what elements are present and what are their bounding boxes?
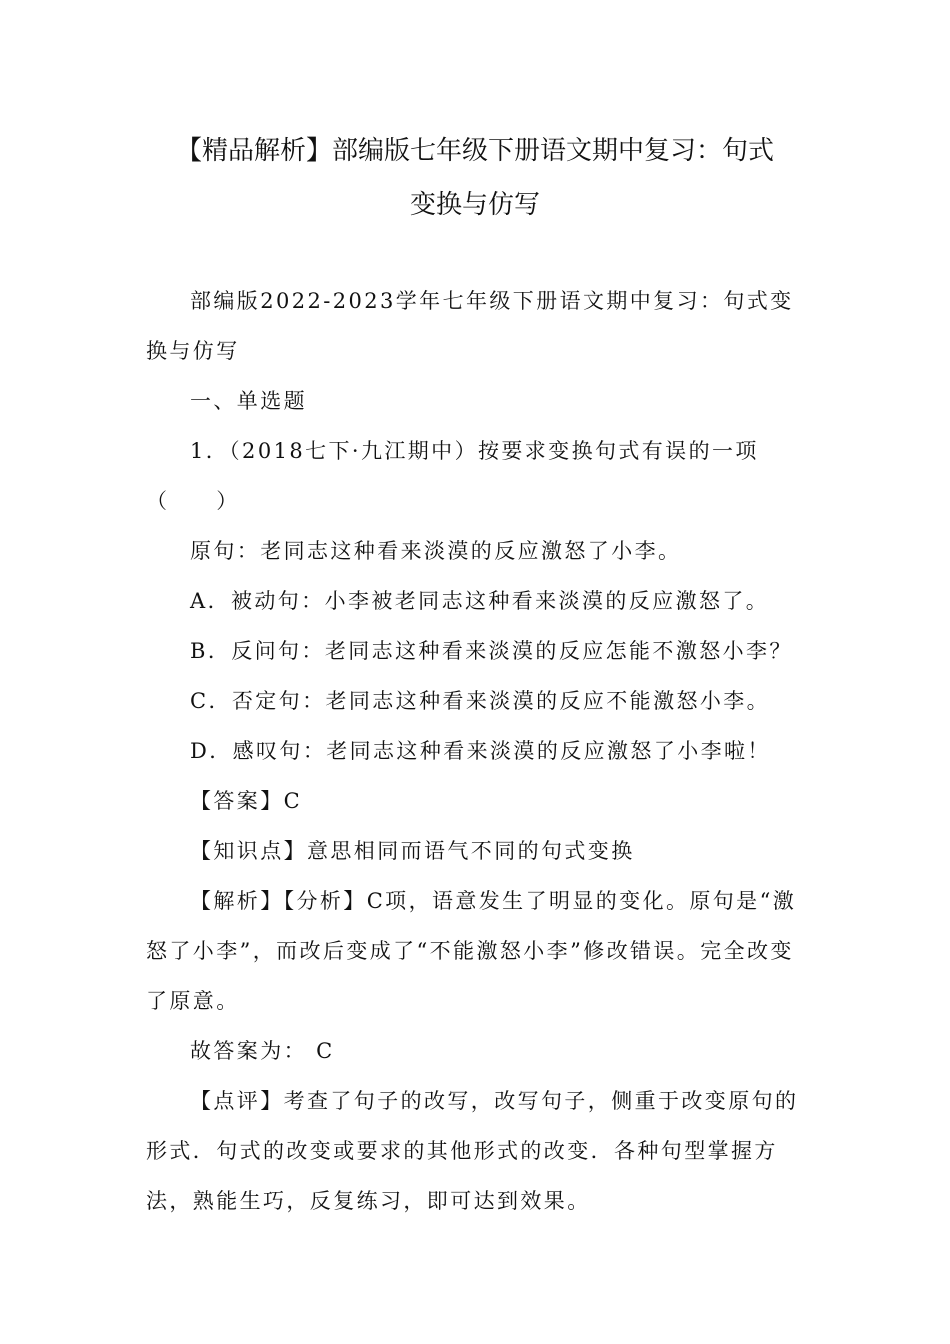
document-title xyxy=(130,124,820,232)
title-line-1: 【精品解析】部编版七年级下册语文期中复习：句式 xyxy=(175,136,774,166)
intro-paragraph: 部编版2022-2023学年七年级下册语文期中复习：句式变换与仿写 xyxy=(146,289,794,363)
option-b: B．反问句：老同志这种看来淡漠的反应怎能不激怒小李？ xyxy=(190,639,793,663)
knowledge-point: 【知识点】意思相同而语气不同的句式变换 xyxy=(190,839,635,863)
question-stem: 1．（2018七下·九江期中）按要求变换句式有误的一项（ ） xyxy=(146,439,759,513)
answer-line: 【答案】C xyxy=(190,789,303,813)
option-d: D．感叹句：老同志这种看来淡漠的反应激怒了小李啦！ xyxy=(190,739,771,763)
document-body xyxy=(146,276,806,1226)
analysis-paragraph: 【解析】【分析】C项，语意发生了明显的变化。原句是“激怒了小李”，而改后变成了“不能激怒小李”修改错误。完全改变了原意。 xyxy=(146,889,797,1013)
comment-paragraph: 【点评】考查了句子的改写，改写句子，侧重于改变原句的形式．句式的改变或要求的其他形式的改变．各种句型掌握方法，熟能生巧，反复练习，即可达到效果。 xyxy=(146,1089,799,1213)
original-sentence: 原句：老同志这种看来淡漠的反应激怒了小李。 xyxy=(190,539,682,563)
title-line-2: 变换与仿写 xyxy=(409,190,540,220)
final-answer: 故答案为： C xyxy=(190,1039,335,1063)
option-c: C．否定句：老同志这种看来淡漠的反应不能激怒小李。 xyxy=(190,689,771,713)
section-heading: 一、单选题 xyxy=(190,389,307,413)
option-a: A．被动句：小李被老同志这种看来淡漠的反应激怒了。 xyxy=(190,589,770,613)
